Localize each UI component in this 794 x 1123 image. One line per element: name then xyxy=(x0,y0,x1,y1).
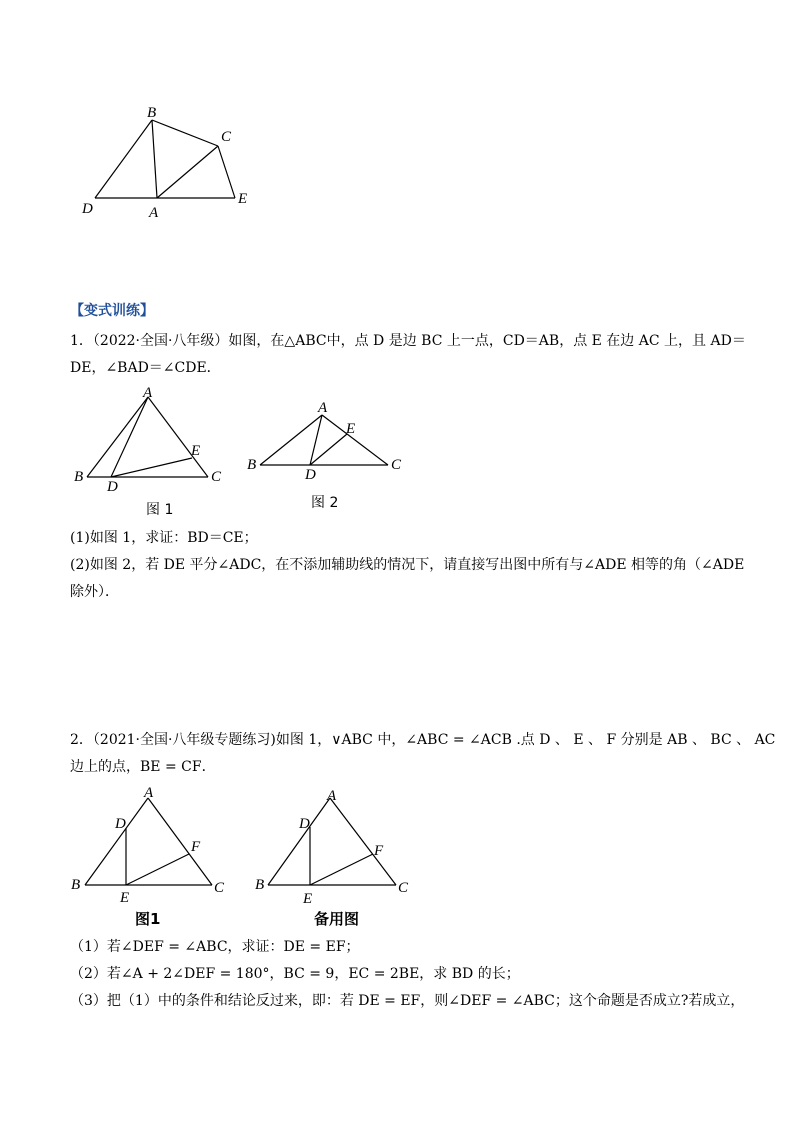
label-D: D xyxy=(107,479,118,495)
problem1-line2: DE，∠BAD＝∠CDE． xyxy=(70,360,221,376)
problem1-line1: 1．（2022·全国·八年级）如图，在△ABC中，点 D 是边 BC 上一点，CD＝AB，点 E 在边 AC 上，且 AD＝ xyxy=(70,333,746,349)
problem2-line1: 2．（2021·全国·八年级专题练习)如图 1，∨ABC 中，∠ABC = ∠ACB .点 D 、 E 、 F 分别是 AB 、 BC 、 AC xyxy=(70,732,776,748)
segment-BC xyxy=(152,120,218,146)
problem1-figure1 xyxy=(70,385,230,520)
problem2-line2: 边上的点，BE = CF． xyxy=(70,759,216,775)
label-B: B xyxy=(247,457,257,473)
problem2-q1: （1）若∠DEF = ∠ABC，求证：DE = EF； xyxy=(70,939,360,955)
problem2-q2: （2）若∠A + 2∠DEF = 180°，BC = 9，EC = 2BE，求 BD 的长； xyxy=(70,966,520,982)
segment-AB xyxy=(268,798,330,885)
label-D: D xyxy=(82,201,93,217)
label-E: E xyxy=(303,891,313,907)
segment-AC xyxy=(157,146,218,198)
label-C: C xyxy=(398,880,409,896)
label-B: B xyxy=(74,469,84,485)
label-C: C xyxy=(221,129,232,145)
problem2-q3: （3）把（1）中的条件和结论反过来，即：若 DE = EF，则∠DEF = ∠ABC；这个命题是否成立?若成立， xyxy=(70,993,745,1009)
segment-EF xyxy=(310,854,373,885)
problem1-q2-line1: (2)如图 2，若 DE 平分∠ADC，在不添加辅助线的情况下，请直接写出图中所有与∠ADE 相等的角（∠ADE xyxy=(70,557,745,573)
label-C: C xyxy=(214,880,225,896)
label-E: E xyxy=(120,890,130,906)
segment-AB xyxy=(260,415,322,465)
label-B: B xyxy=(255,877,265,893)
segment-DE xyxy=(111,458,192,477)
figure2-caption: 图 2 xyxy=(311,495,339,511)
segment-AC xyxy=(148,397,208,477)
segment-AC xyxy=(330,798,396,885)
segment-BA xyxy=(152,120,157,198)
segment-AB xyxy=(85,798,148,885)
label-D: D xyxy=(299,816,310,832)
segment-AD xyxy=(111,397,148,477)
problem2-figure-backup xyxy=(245,782,425,932)
label-F: F xyxy=(374,843,384,859)
figure1-caption: 图1 xyxy=(135,910,161,928)
label-B: B xyxy=(147,105,157,121)
problem1-q1: (1)如图 1，求证：BD＝CE； xyxy=(70,530,258,546)
figure-top-quadrilateral xyxy=(70,95,270,225)
label-D: D xyxy=(305,467,316,483)
label-A: A xyxy=(143,385,153,401)
problem1-q2-line2: 除外）． xyxy=(70,584,119,600)
segment-CE xyxy=(218,146,235,198)
label-A: A xyxy=(144,785,154,801)
label-F: F xyxy=(191,839,201,855)
label-E: E xyxy=(238,191,248,207)
label-E: E xyxy=(346,421,356,437)
label-A: A xyxy=(149,205,159,221)
segment-AC xyxy=(148,798,212,885)
problem1-figure2 xyxy=(240,395,410,515)
label-D: D xyxy=(115,816,126,832)
segment-AB xyxy=(87,397,148,477)
figure1-caption: 图 1 xyxy=(146,502,174,518)
segment-EF xyxy=(126,854,189,885)
segment-DB xyxy=(95,120,152,198)
section-heading: 【变式训练】 xyxy=(70,303,154,319)
label-A: A xyxy=(318,400,328,416)
segment-DE xyxy=(310,434,347,465)
problem2-figure1 xyxy=(65,782,240,932)
label-E: E xyxy=(191,443,201,459)
label-C: C xyxy=(391,457,402,473)
backup-figure-caption: 备用图 xyxy=(314,910,360,928)
label-B: B xyxy=(71,877,81,893)
label-A: A xyxy=(327,788,337,804)
label-C: C xyxy=(211,469,222,485)
